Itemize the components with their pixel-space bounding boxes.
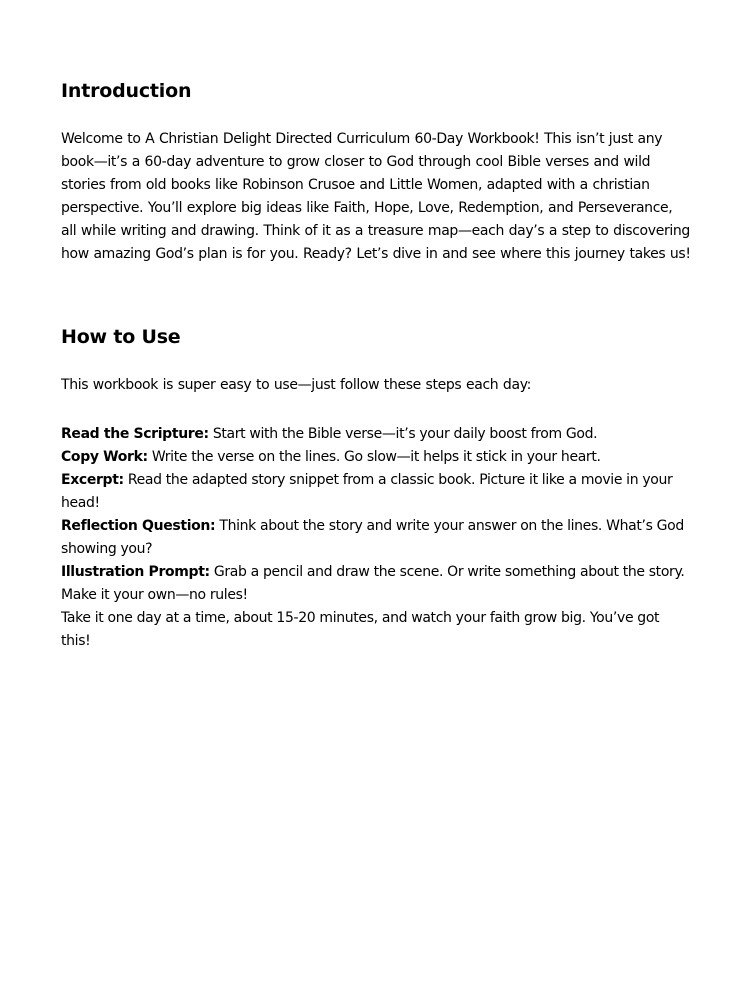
step-excerpt (61, 469, 691, 515)
steps-list (61, 423, 691, 653)
step-label: Read the Scripture: (61, 426, 209, 442)
step-label: Illustration Prompt: (61, 564, 210, 580)
step-read-scripture (61, 423, 691, 446)
step-label: Reflection Question: (61, 518, 216, 534)
step-copy-work (61, 446, 691, 469)
how-to-use-lead: This workbook is super easy to use—just follow these steps each day: (61, 377, 531, 393)
step-text: Read the adapted story snippet from a classic book. Picture it like a movie in your head! (61, 472, 673, 511)
step-text: Grab a pencil and draw the scene. Or write something about the story. Make it your own—no rules! (61, 564, 685, 603)
step-illustration-prompt (61, 561, 691, 607)
document-page (61, 78, 691, 653)
step-text: Start with the Bible verse—it’s your daily boost from God. (208, 426, 598, 442)
introduction-heading: Introduction (61, 80, 192, 102)
step-text: Write the verse on the lines. Go slow—it helps it stick in your heart. (147, 449, 601, 465)
step-reflection-question (61, 515, 691, 561)
how-to-use-heading: How to Use (61, 326, 181, 348)
closing-text: Take it one day at a time, about 15-20 minutes, and watch your faith grow big. You’ve got this! (61, 610, 660, 649)
step-label: Excerpt: (61, 472, 124, 488)
step-text: Think about the story and write your answer on the lines. What’s God showing you? (61, 518, 684, 557)
introduction-body: Welcome to A Christian Delight Directed Curriculum 60-Day Workbook! This isn’t just any book—it’s a 60-day adventure to grow closer to God through cool Bible verses and wild stories from old books like Robinson Crusoe and Little Women, adapted with a christian perspective. You’ll explore big ideas like Faith, Hope, Love, Redemption, and Perseverance, all while writing and drawing. Think of it as a treasure map—each day’s a step to discovering how amazing God’s plan is for you. Ready? Let’s dive in and see where this journey takes us! (61, 131, 691, 262)
step-label: Copy Work: (61, 449, 148, 465)
